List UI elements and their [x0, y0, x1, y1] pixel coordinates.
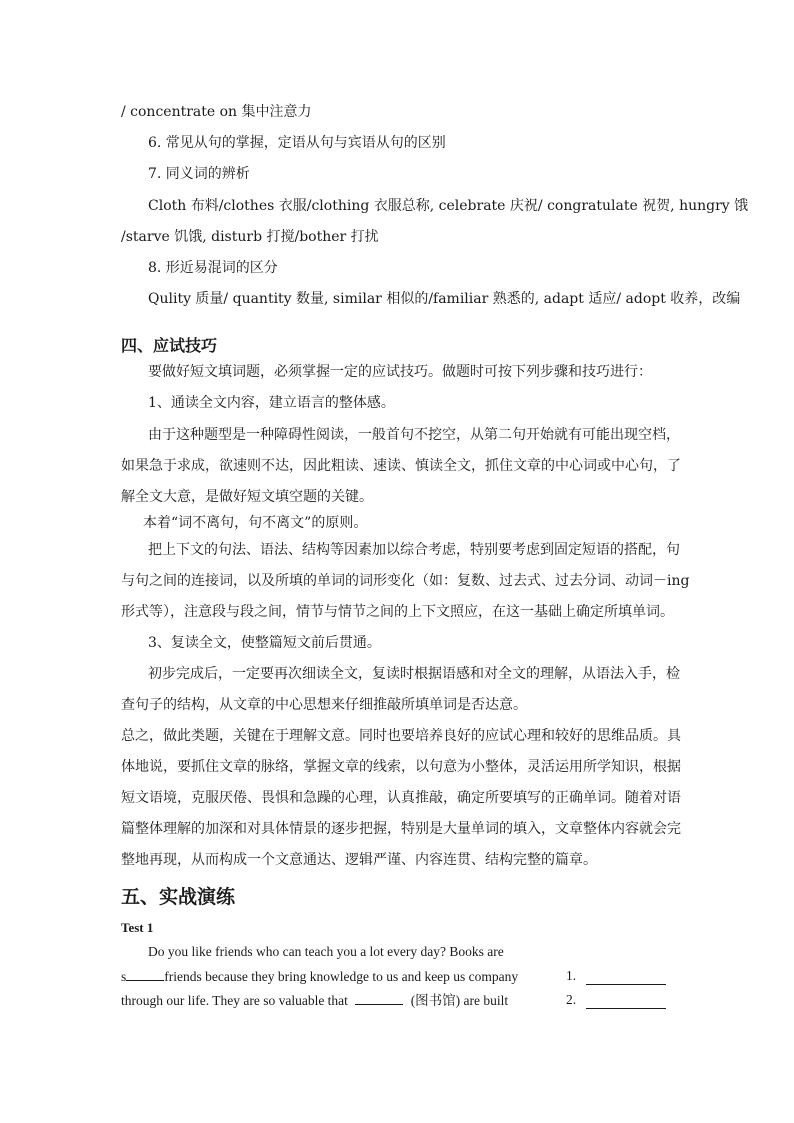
- paragraph-line: 如果急于求成，欲速则不达，因此粗读、速读、慎读全文，抓住文章的中心词或中心句，了: [121, 458, 681, 474]
- section-heading-4: 四、应试技巧: [121, 336, 218, 355]
- exercise-text: (图书馆) are built: [410, 993, 509, 1008]
- fill-blank[interactable]: [126, 966, 164, 981]
- paragraph-line: 短文语境，克服厌倦、畏惧和急躁的心理，认真推敲，确定所要填写的正确单词。随着对语: [121, 790, 681, 806]
- text-line: 6. 常见从句的掌握，定语从句与宾语从句的区别: [148, 135, 446, 151]
- text-line: Cloth 布料/clothes 衣服/clothing 衣服总称, celebrate 庆祝/ congratulate 祝贺, hungry 饿: [148, 198, 749, 214]
- paragraph-line: 与句之间的连接词，以及所填的单词的词形变化（如：复数、过去式、过去分词、动词－ing: [121, 573, 690, 589]
- paragraph-line: 1、通读全文内容，建立语言的整体感。: [148, 395, 395, 411]
- answer-number: 2.: [566, 992, 577, 1007]
- text-line: 8. 形近易混词的区分: [148, 260, 278, 276]
- paragraph-line: 初步完成后，一定要再次细读全文，复读时根据语感和对全文的理解，从语法入手，检: [148, 666, 680, 682]
- answer-number: 1.: [566, 968, 577, 983]
- exercise-line: [121, 966, 518, 987]
- section-heading-5: 五、实战演练: [121, 886, 236, 908]
- paragraph-line: 把上下文的句法、语法、结构等因素加以综合考虑，特别要考虑到固定短语的搭配，句: [148, 542, 680, 558]
- paragraph-line: 总之，做此类题，关键在于理解文意。同时也要培养良好的应试心理和较好的思维品质。具: [121, 728, 681, 744]
- exercise-text: through our life. They are so valuable that: [121, 993, 348, 1008]
- paragraph-line: 本着“词不离句，句不离文”的原则。: [143, 515, 368, 531]
- paragraph-line: 整地再现，从而构成一个文意通达、逻辑严谨、内容连贯、结构完整的篇章。: [121, 852, 597, 868]
- paragraph-line: 篇整体理解的加深和对具体情景的逐步把握，特别是大量单词的填入，文章整体内容就会完: [121, 821, 681, 837]
- exercise-line: Do you like friends who can teach you a lot every day? Books are: [148, 944, 504, 959]
- paragraph-line: 形式等），注意段与段之间，情节与情节之间的上下文照应，在这一基础上确定所填单词。: [121, 604, 674, 620]
- text-line: Qulity 质量/ quantity 数量, similar 相似的/familiar 熟悉的, adapt 适应/ adopt 收养，改编: [148, 291, 741, 307]
- fill-blank[interactable]: [355, 990, 403, 1005]
- text-line: / concentrate on 集中注意力: [121, 104, 312, 120]
- paragraph-line: 查句子的结构，从文章的中心思想来仔细推敲所填单词是否达意。: [121, 697, 527, 713]
- text-line: /starve 饥饿, disturb 打搅/bother 打扰: [121, 229, 379, 245]
- answer-line[interactable]: [586, 983, 666, 985]
- paragraph-line: 体地说，要抓住文章的脉络，掌握文章的线索，以句意为小整体，灵活运用所学知识，根据: [121, 759, 681, 775]
- paragraph-line: 解全文大意，是做好短文填空题的关键。: [121, 489, 373, 505]
- answer-line[interactable]: [586, 1007, 666, 1009]
- text-line: 7. 同义词的辨析: [148, 166, 250, 182]
- exercise-text: friends because they bring knowledge to us and keep us company: [164, 969, 519, 984]
- paragraph-line: 由于这种题型是一种障碍性阅读，一般首句不挖空，从第二句开始就有可能出现空档，: [148, 427, 680, 443]
- paragraph-line: 要做好短文填词题，必须掌握一定的应试技巧。做题时可按下列步骤和技巧进行：: [148, 364, 652, 380]
- exercise-line: [121, 990, 508, 1011]
- test-title: Test 1: [121, 920, 154, 935]
- paragraph-line: 3、复读全文，使整篇短文前后贯通。: [148, 635, 381, 651]
- blank-prefix: s: [121, 969, 127, 984]
